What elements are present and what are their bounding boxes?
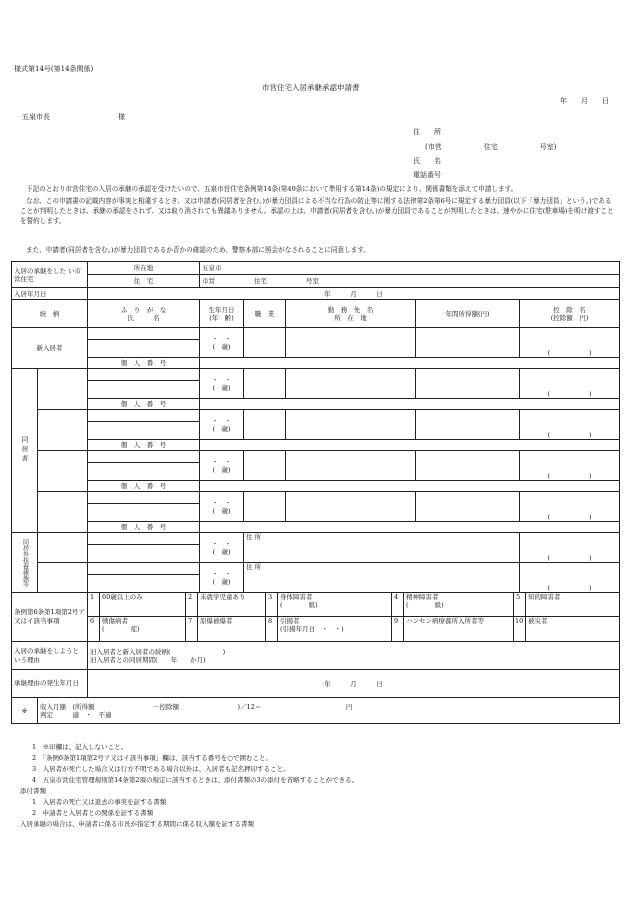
col-age: (年 齢) xyxy=(209,313,234,322)
job-cell[interactable] xyxy=(244,451,286,481)
deduction-cell[interactable]: ( ) xyxy=(520,533,620,563)
my-number-cell[interactable] xyxy=(200,481,620,492)
ordinance-items-cell xyxy=(88,593,620,642)
income-cell[interactable] xyxy=(416,369,520,399)
note-4: 4 五泉市営住宅管理規則第14条第2項の規定に該当するときは、添付書類の3の添付を省略することができる。 xyxy=(32,776,359,784)
col-deduction-amount: (控除額 円) xyxy=(550,313,589,322)
attachment-3: 入居承継の場合は、申請者に係る市長が指定する期間に係る収入額を証する書類 xyxy=(20,820,254,828)
furigana-cell[interactable] xyxy=(88,328,200,340)
work-cell[interactable] xyxy=(286,369,416,399)
reason-period: 旧入居者との同居期間( 年 か月) xyxy=(90,655,206,664)
col-deduction: 控 除 名 xyxy=(553,305,586,314)
deduction-cell[interactable]: ( ) xyxy=(520,563,620,593)
birth-cell[interactable]: ・ ・ ( 歳) xyxy=(200,533,244,563)
attachment-2: 2 申請者と入居者との関係を証する書類 xyxy=(32,809,154,817)
ord-item-7-text: 原爆被爆者 xyxy=(198,617,266,641)
my-number-label: 個 人 番 号 xyxy=(88,399,200,410)
income-cell[interactable] xyxy=(416,410,520,440)
cohabitant-label: 同居者 xyxy=(12,369,38,533)
house-label: 住 宅 xyxy=(88,275,200,288)
my-number-label: 個 人 番 号 xyxy=(88,440,200,451)
body-paragraph-3: また、申請者(同居者を含む。)が暴力団員であるか否かの確認のため、警察本部に照会がなされることに同意します。 xyxy=(26,246,370,254)
dependent-address-cell[interactable]: 住 所 xyxy=(244,563,520,593)
birth-cell[interactable]: ・ ・ ( 歳) xyxy=(200,563,244,593)
birth-cell[interactable]: ・ ・ ( 歳) xyxy=(200,369,244,399)
ord-item-2-text: 未就学児童あり xyxy=(198,593,266,617)
col-work-header xyxy=(286,300,416,328)
job-cell[interactable] xyxy=(244,369,286,399)
col-job: 職 業 xyxy=(244,300,286,328)
ord-item-10-text: 被災者 xyxy=(528,617,548,625)
work-cell[interactable] xyxy=(286,451,416,481)
job-cell[interactable] xyxy=(244,492,286,522)
ord-item-6-no[interactable]: 6 xyxy=(88,617,100,641)
ord-item-9-text: ハンセン病療養所入所者等 xyxy=(404,617,514,641)
name-cell[interactable] xyxy=(88,463,200,481)
attachments-title: 添付書類 xyxy=(20,787,46,795)
body-paragraph-2: なお、この申請書の記載内容が事実と相違するとき、又は申請者(同居者を含む。)が暴力団員による不当な行為の防止等に関する法律第2条第6号に規定する暴力団員(以下「暴力団員」という。)であることが判明したときは、承継の承認をされず、又は取り消されても異議ありません。承認の上は、申請者(同居者を含む。)が暴力団員であることが判明したときは、速やかに住宅(駐車場)を明け渡すことを誓約します。 xyxy=(20,197,614,225)
relation-cell[interactable] xyxy=(38,563,88,593)
col-furigana: ふ り が な xyxy=(120,305,167,314)
my-number-label: 個 人 番 号 xyxy=(88,481,200,492)
occurrence-label: 承継理由の発生年月日 xyxy=(12,670,88,698)
relation-cell[interactable] xyxy=(38,451,88,492)
furigana-cell[interactable] xyxy=(88,492,200,504)
new-resident-label: 新入居者 xyxy=(12,328,88,369)
reason-relation: 旧入居者と新入居者の続柄( ) xyxy=(90,647,226,656)
col-work-address: 所 在 地 xyxy=(334,313,367,322)
page-title: 市営住宅入居承継承認申請書 xyxy=(262,83,360,92)
reason-label: 入居の承継をしようという理由 xyxy=(12,642,88,670)
col-relation: 続 柄 xyxy=(12,300,88,328)
ord-item-3-no[interactable]: 3 xyxy=(266,593,278,617)
relation-cell[interactable] xyxy=(38,369,88,410)
ordinance-label: 条例第6条第1項第2号ア又はイ該当事項 xyxy=(12,593,88,642)
ord-item-8-text: 引揚者 (引揚年月日 ・ ・) xyxy=(278,617,392,641)
relation-cell[interactable] xyxy=(38,533,88,563)
form-number: 様式第14号(第14条関係) xyxy=(14,65,94,73)
col-work: 勤 務 先 名 xyxy=(327,305,374,314)
addressee: 五泉市長 xyxy=(22,113,50,121)
applicant-address-label: 住 所 xyxy=(413,128,441,136)
office-use-cell xyxy=(38,698,620,724)
location-value[interactable]: 五泉市 xyxy=(200,262,620,275)
deduction-cell[interactable]: ( ) xyxy=(520,328,620,358)
note-3: 3 入居者が死亡した場合又は行方不明である場合以外は、入居者も記名押印すること。 xyxy=(32,765,290,773)
attachment-1: 1 入居者の死亡又は退去の事実を証する書類 xyxy=(32,798,167,806)
ord-item-7-no[interactable]: 7 xyxy=(186,617,198,641)
job-cell[interactable] xyxy=(244,410,286,440)
furigana-cell[interactable] xyxy=(88,451,200,463)
note-2: 2 「条例6条第1項第2号ア又はイ該当事項」欄は、該当する番号を○で囲むこと。 xyxy=(32,754,272,762)
ord-item-1-text: 60歳以上のみ xyxy=(100,593,186,617)
my-number-label: 個 人 番 号 xyxy=(88,522,200,533)
ord-item-5-no[interactable]: 5 xyxy=(514,593,526,617)
ord-item-5-text: 知的障害者 xyxy=(526,593,619,617)
income-cell[interactable] xyxy=(416,451,520,481)
col-deduction-header xyxy=(520,300,620,328)
col-name-header xyxy=(88,300,200,328)
name-cell[interactable] xyxy=(88,504,200,522)
work-cell[interactable] xyxy=(286,492,416,522)
birth-cell[interactable]: ・ ・ ( 歳) xyxy=(200,451,244,481)
col-income: 年間所得額(円) xyxy=(416,300,520,328)
my-number-cell[interactable] xyxy=(200,399,620,410)
relation-cell[interactable] xyxy=(38,410,88,451)
application-form-table xyxy=(11,261,620,724)
dependent-label: 同居外扶養親族等 xyxy=(12,533,38,593)
reason-cell[interactable] xyxy=(88,642,620,670)
my-number-cell[interactable] xyxy=(200,522,620,533)
applicant-phone-label: 電話番号 xyxy=(413,171,441,179)
birth-cell[interactable]: ・ ・ ( 歳) xyxy=(200,410,244,440)
body-paragraph-1: 下記のとおり市営住宅の入居の承継の承認を受けたいので、五泉市営住宅条例第14条(第49条において準用する第14条)の規定により、関係書類を添えて申請します。 xyxy=(26,185,518,193)
deduction-cell[interactable]: ( ) xyxy=(520,492,620,522)
name-cell[interactable] xyxy=(88,545,200,563)
relation-cell[interactable] xyxy=(38,492,88,533)
income-cell[interactable] xyxy=(416,328,520,358)
furigana-cell[interactable] xyxy=(88,410,200,422)
housing-label: 入居の承継をした い市営住宅 xyxy=(12,262,88,288)
applicant-address-value: (市営 住宅 号室) xyxy=(425,143,557,151)
income-cell[interactable] xyxy=(416,492,520,522)
move-in-value[interactable]: 年 月 日 xyxy=(88,288,620,300)
occurrence-value[interactable]: 年 月 日 xyxy=(88,670,620,698)
deduction-cell[interactable]: ( ) xyxy=(520,451,620,481)
my-number-label: 個 人 番 号 xyxy=(88,358,200,369)
deduction-cell[interactable]: ( ) xyxy=(520,410,620,440)
ord-item-3-text: 身体障害者 ( 級) xyxy=(278,593,392,617)
col-birth-header xyxy=(200,300,244,328)
application-date: 年 月 日 xyxy=(560,97,609,105)
name-cell[interactable] xyxy=(88,381,200,399)
name-cell[interactable] xyxy=(88,340,200,358)
ord-item-9-no[interactable]: 9 xyxy=(392,617,404,641)
addressee-honorific: 様 xyxy=(118,113,125,121)
job-cell[interactable] xyxy=(244,328,286,358)
ord-item-2-no[interactable]: 2 xyxy=(186,593,198,617)
location-label: 所在地 xyxy=(88,262,200,275)
deduction-cell[interactable]: ( ) xyxy=(520,369,620,399)
furigana-cell[interactable] xyxy=(88,533,200,545)
furigana-cell[interactable] xyxy=(88,369,200,381)
work-cell[interactable] xyxy=(286,328,416,358)
birth-cell[interactable]: ・ ・ ( 歳) xyxy=(200,328,244,358)
ord-item-8-no[interactable]: 8 xyxy=(266,617,278,641)
birth-cell[interactable]: ・ ・ ( 歳) xyxy=(200,492,244,522)
name-cell[interactable] xyxy=(88,422,200,440)
ord-item-4-no[interactable]: 4 xyxy=(392,593,404,617)
dependent-address-cell[interactable]: 住 所 xyxy=(244,533,520,563)
applicant-name-label: 氏 名 xyxy=(413,157,441,165)
furigana-cell[interactable] xyxy=(88,563,200,575)
my-number-cell[interactable] xyxy=(200,358,620,369)
col-birth: 生年月日 xyxy=(208,305,235,314)
note-1: 1 ※印欄は、記入しないこと。 xyxy=(32,743,128,751)
house-value[interactable]: 市営 住宅 号室 xyxy=(200,275,620,288)
my-number-cell[interactable] xyxy=(200,440,620,451)
ord-item-10-no[interactable]: 10 xyxy=(514,617,526,641)
ord-item-1-no[interactable]: 1 xyxy=(88,593,100,617)
col-name: 氏 名 xyxy=(127,313,160,322)
ord-item-6-text: 戦傷病者 ( 症) xyxy=(100,617,186,641)
income-calc-line: 収入月額 (所得額 －控除額 )／12＝ 円 xyxy=(40,702,353,711)
judgment-line: 判定 適 ・ 不適 xyxy=(40,710,112,719)
work-cell[interactable] xyxy=(286,410,416,440)
name-cell[interactable] xyxy=(88,575,200,593)
ord-item-4-text: 精神障害者 ( 級) xyxy=(404,593,514,617)
office-use-mark: ※ xyxy=(12,698,38,724)
move-in-label: 入居年月日 xyxy=(12,288,88,300)
